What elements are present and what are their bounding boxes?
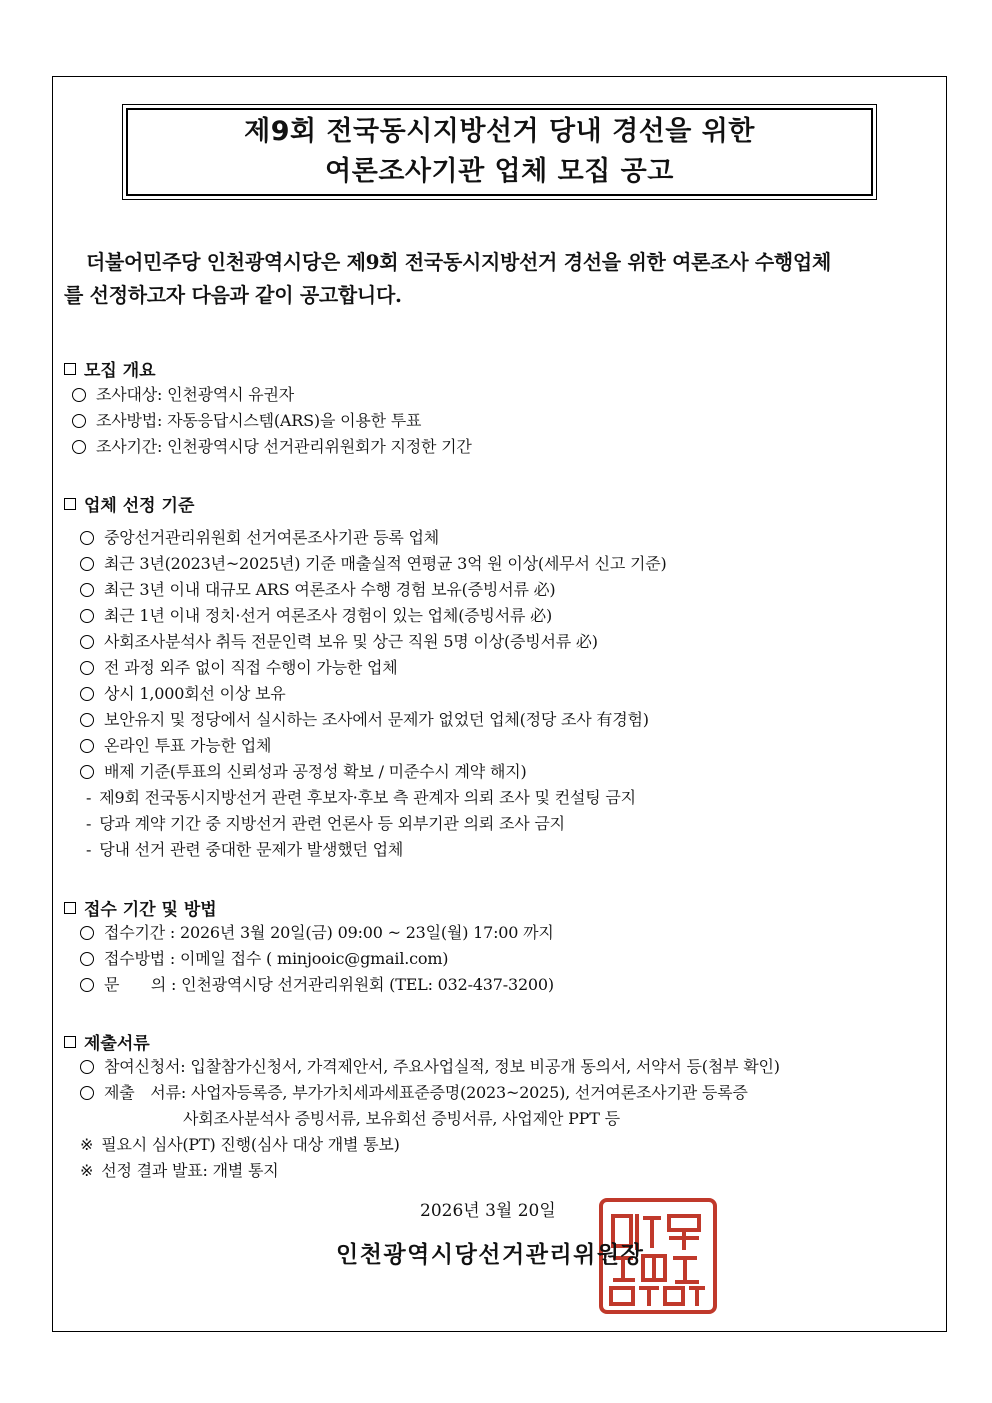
- circle-bullet-icon: [80, 713, 94, 727]
- reference-mark: ※: [80, 1135, 94, 1154]
- circle-bullet-icon: [80, 978, 94, 992]
- list-item: 상시 1,000회선 이상 보유: [80, 681, 286, 704]
- square-bullet-icon: [64, 1036, 76, 1048]
- reference-mark: ※: [80, 1161, 94, 1180]
- list-item: 전 과정 외주 없이 직접 수행이 가능한 업체: [80, 655, 398, 678]
- list-item: 보안유지 및 정당에서 실시하는 조사에서 문제가 없었던 업체(정당 조사 有경험): [80, 707, 649, 730]
- circle-bullet-icon: [72, 414, 86, 428]
- title-inner-border: [126, 108, 873, 196]
- list-item: 문 의 : 인천광역시당 선거관리위원회 (TEL: 032-437-3200): [80, 972, 554, 995]
- list-item: 조사방법: 자동응답시스템(ARS)을 이용한 투표: [72, 408, 421, 431]
- circle-bullet-icon: [80, 687, 94, 701]
- list-item: 참여신청서: 입찰참가신청서, 가격제안서, 주요사업실적, 정보 비공개 동의서, 서약서 등(첨부 확인): [80, 1054, 780, 1077]
- sub-list-item: - 당내 선거 관련 중대한 문제가 발생했던 업체: [86, 840, 404, 859]
- section-title: 제출서류: [84, 1034, 150, 1054]
- announcement-date: 2026년 3월 20일: [420, 1201, 556, 1221]
- list-item: 온라인 투표 가능한 업체: [80, 733, 271, 756]
- list-item: 최근 3년 이내 대규모 ARS 여론조사 수행 경험 보유(증빙서류 必): [80, 577, 555, 600]
- square-bullet-icon: [64, 498, 76, 510]
- list-item: 최근 3년(2023년~2025년) 기준 매출실적 연평균 3억 원 이상(세무서 신고 기준): [80, 551, 667, 574]
- dash-bullet: -: [86, 788, 92, 807]
- section-heading-reception: [64, 895, 217, 920]
- circle-bullet-icon: [80, 1086, 94, 1100]
- section-title: 업체 선정 기준: [84, 496, 195, 516]
- section-heading-overview: [64, 356, 156, 381]
- list-item: 중앙선거관리위원회 선거여론조사기관 등록 업체: [80, 525, 439, 548]
- square-bullet-icon: [64, 363, 76, 375]
- section-title: 모집 개요: [84, 361, 156, 381]
- list-item: 조사대상: 인천광역시 유권자: [72, 382, 294, 405]
- title-line-2: 여론조사기관 업체 모집 공고: [325, 156, 674, 187]
- list-item: 최근 1년 이내 정치·선거 여론조사 경험이 있는 업체(증빙서류 必): [80, 603, 552, 626]
- sub-list-item: - 제9회 전국동시지방선거 관련 후보자·후보 측 관계자 의뢰 조사 및 컨설팅 금지: [86, 788, 636, 807]
- intro-line-1: 더불어민주당 인천광역시당은 제9회 전국동시지방선거 경선을 위한 여론조사 수행업체: [86, 250, 831, 274]
- sub-list-item: - 당과 계약 기간 중 지방선거 관련 언론사 등 외부기관 의뢰 조사 금지: [86, 814, 565, 833]
- list-item: 조사기간: 인천광역시당 선거관리위원회가 지정한 기간: [72, 434, 472, 457]
- list-item: 배제 기준(투표의 신뢰성과 공정성 확보 / 미준수시 계약 해지): [80, 759, 527, 782]
- circle-bullet-icon: [72, 440, 86, 454]
- circle-bullet-icon: [80, 661, 94, 675]
- list-item-continuation: 사회조사분석사 증빙서류, 보유회선 증빙서류, 사업제안 PPT 등: [183, 1109, 620, 1128]
- circle-bullet-icon: [80, 952, 94, 966]
- list-item: 접수기간 : 2026년 3월 20일(금) 09:00 ~ 23일(월) 17:00 까지: [80, 920, 554, 943]
- section-heading-documents: [64, 1029, 150, 1054]
- intro-paragraph: [64, 246, 944, 312]
- square-bullet-icon: [64, 902, 76, 914]
- title-line-1: 제9회 전국동시지방선거 당내 경선을 위한: [244, 116, 755, 147]
- circle-bullet-icon: [80, 583, 94, 597]
- circle-bullet-icon: [80, 926, 94, 940]
- dash-bullet: -: [86, 840, 92, 859]
- circle-bullet-icon: [80, 765, 94, 779]
- circle-bullet-icon: [80, 531, 94, 545]
- dash-bullet: -: [86, 814, 92, 833]
- list-item: 접수방법 : 이메일 접수 ( minjooic@gmail.com): [80, 946, 448, 969]
- circle-bullet-icon: [80, 609, 94, 623]
- note-item: ※ 필요시 심사(PT) 진행(심사 대상 개별 통보): [80, 1135, 400, 1154]
- intro-line-2: 를 선정하고자 다음과 같이 공고합니다.: [64, 283, 402, 307]
- circle-bullet-icon: [80, 1060, 94, 1074]
- title-box: [122, 104, 877, 200]
- list-item: 제출 서류: 사업자등록증, 부가가치세과세표준증명(2023~2025), 선거여론조사기관 등록증: [80, 1080, 748, 1103]
- signer-title: 인천광역시당선거관리위원장: [336, 1241, 645, 1268]
- section-heading-criteria: [64, 491, 194, 516]
- section-title: 접수 기간 및 방법: [84, 900, 217, 920]
- circle-bullet-icon: [72, 388, 86, 402]
- note-item: ※ 선정 결과 발표: 개별 통지: [80, 1161, 279, 1180]
- circle-bullet-icon: [80, 739, 94, 753]
- circle-bullet-icon: [80, 557, 94, 571]
- list-item: 사회조사분석사 취득 전문인력 보유 및 상근 직원 5명 이상(증빙서류 必): [80, 629, 598, 652]
- circle-bullet-icon: [80, 635, 94, 649]
